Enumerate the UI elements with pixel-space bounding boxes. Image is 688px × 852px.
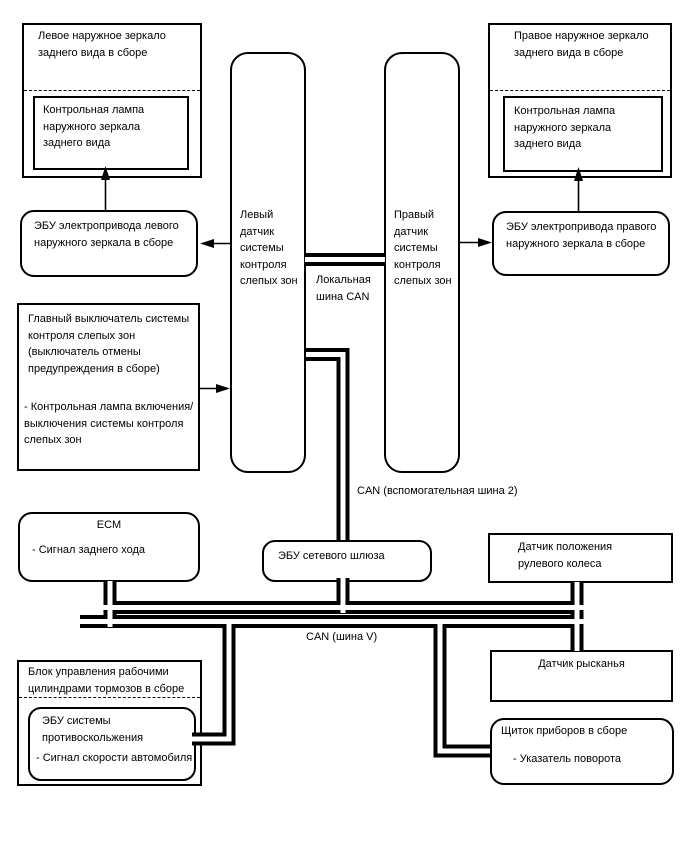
- antiskid-ecu-box: [28, 707, 196, 781]
- dashed-divider: [24, 90, 200, 91]
- dashed-divider: [19, 697, 200, 698]
- right-mirror-assembly-title: Правое наружное зеркало заднего вида в сборе: [514, 30, 649, 59]
- right-mirror-lamp-box: [503, 96, 663, 172]
- instrument-cluster-note: - Указатель поворота: [513, 753, 621, 765]
- cluster-bus-stub: [440, 620, 490, 751]
- left-mirror-lamp-box: [33, 96, 189, 170]
- v-can-bus-label: CAN (шина V): [306, 629, 377, 646]
- left-mirror-lamp-label: Контрольная лампа наружного зеркала заднего вида: [43, 104, 145, 149]
- left-mirror-assembly-box: [22, 23, 202, 178]
- gateway-ecu-box: [262, 540, 432, 582]
- switch-sensor-arrowhead: [216, 384, 230, 393]
- yaw-sensor-box: [490, 650, 673, 702]
- instrument-cluster-title: Щиток приборов в сборе: [501, 725, 628, 737]
- right-mirror-ecu-box: [492, 211, 670, 276]
- left-blind-spot-sensor-box: [230, 52, 306, 473]
- antiskid-ecu-note: - Сигнал скорости автомобиля: [36, 752, 193, 764]
- left-mirror-ecu-box: [20, 210, 198, 277]
- local-can-bus-label: Локальная шина CAN: [316, 272, 382, 305]
- steering-position-sensor-box: [488, 533, 673, 583]
- dashed-divider: [490, 90, 670, 91]
- ecm-box: [18, 512, 200, 582]
- gateway-ecu-label: ЭБУ сетевого шлюза: [278, 550, 385, 562]
- left-blind-spot-sensor-label: Левый датчик системы контроля слепых зон: [240, 209, 298, 287]
- aux-can-bus-label: CAN (вспомогательная шина 2): [357, 483, 518, 500]
- instrument-cluster-box: [490, 718, 674, 785]
- right-mirror-assembly-box: [488, 23, 672, 178]
- ecm-note: - Сигнал заднего хода: [32, 544, 145, 556]
- steering-position-sensor-label: Датчик положения рулевого колеса: [518, 541, 613, 570]
- yaw-sensor-label: Датчик рысканья: [538, 658, 625, 670]
- right-mirror-lamp-label: Контрольная лампа наружного зеркала заднего вида: [514, 105, 616, 150]
- brake-control-block-title: Блок управления рабочими цилиндрами тормозов в сборе: [28, 666, 185, 695]
- left-ecu-arrowhead: [200, 239, 214, 248]
- cluster-bus-stub-core: [440, 620, 490, 751]
- main-switch-box: [17, 303, 200, 471]
- right-blind-spot-sensor-box: [384, 52, 460, 473]
- main-switch-title: Главный выключатель системы контроля слепых зон (выключатель отмены предупреждения в сборе): [28, 313, 190, 375]
- ecm-title: ECM: [96, 519, 122, 531]
- right-mirror-ecu-label: ЭБУ электропривода правого наружного зеркала в сборе: [506, 221, 657, 250]
- main-switch-note: - Контрольная лампа включения/ выключения системы контроля слепых зон: [24, 401, 194, 446]
- left-mirror-assembly-title: Левое наружное зеркало заднего вида в сборе: [38, 30, 166, 59]
- antiskid-ecu-title: ЭБУ системы противоскольжения: [42, 715, 144, 744]
- brake-control-block-box: [17, 660, 202, 786]
- right-blind-spot-sensor-label: Правый датчик системы контроля слепых зон: [394, 209, 452, 287]
- left-mirror-ecu-label: ЭБУ электропривода левого наружного зеркала в сборе: [34, 220, 179, 249]
- right-ecu-arrowhead: [478, 238, 492, 247]
